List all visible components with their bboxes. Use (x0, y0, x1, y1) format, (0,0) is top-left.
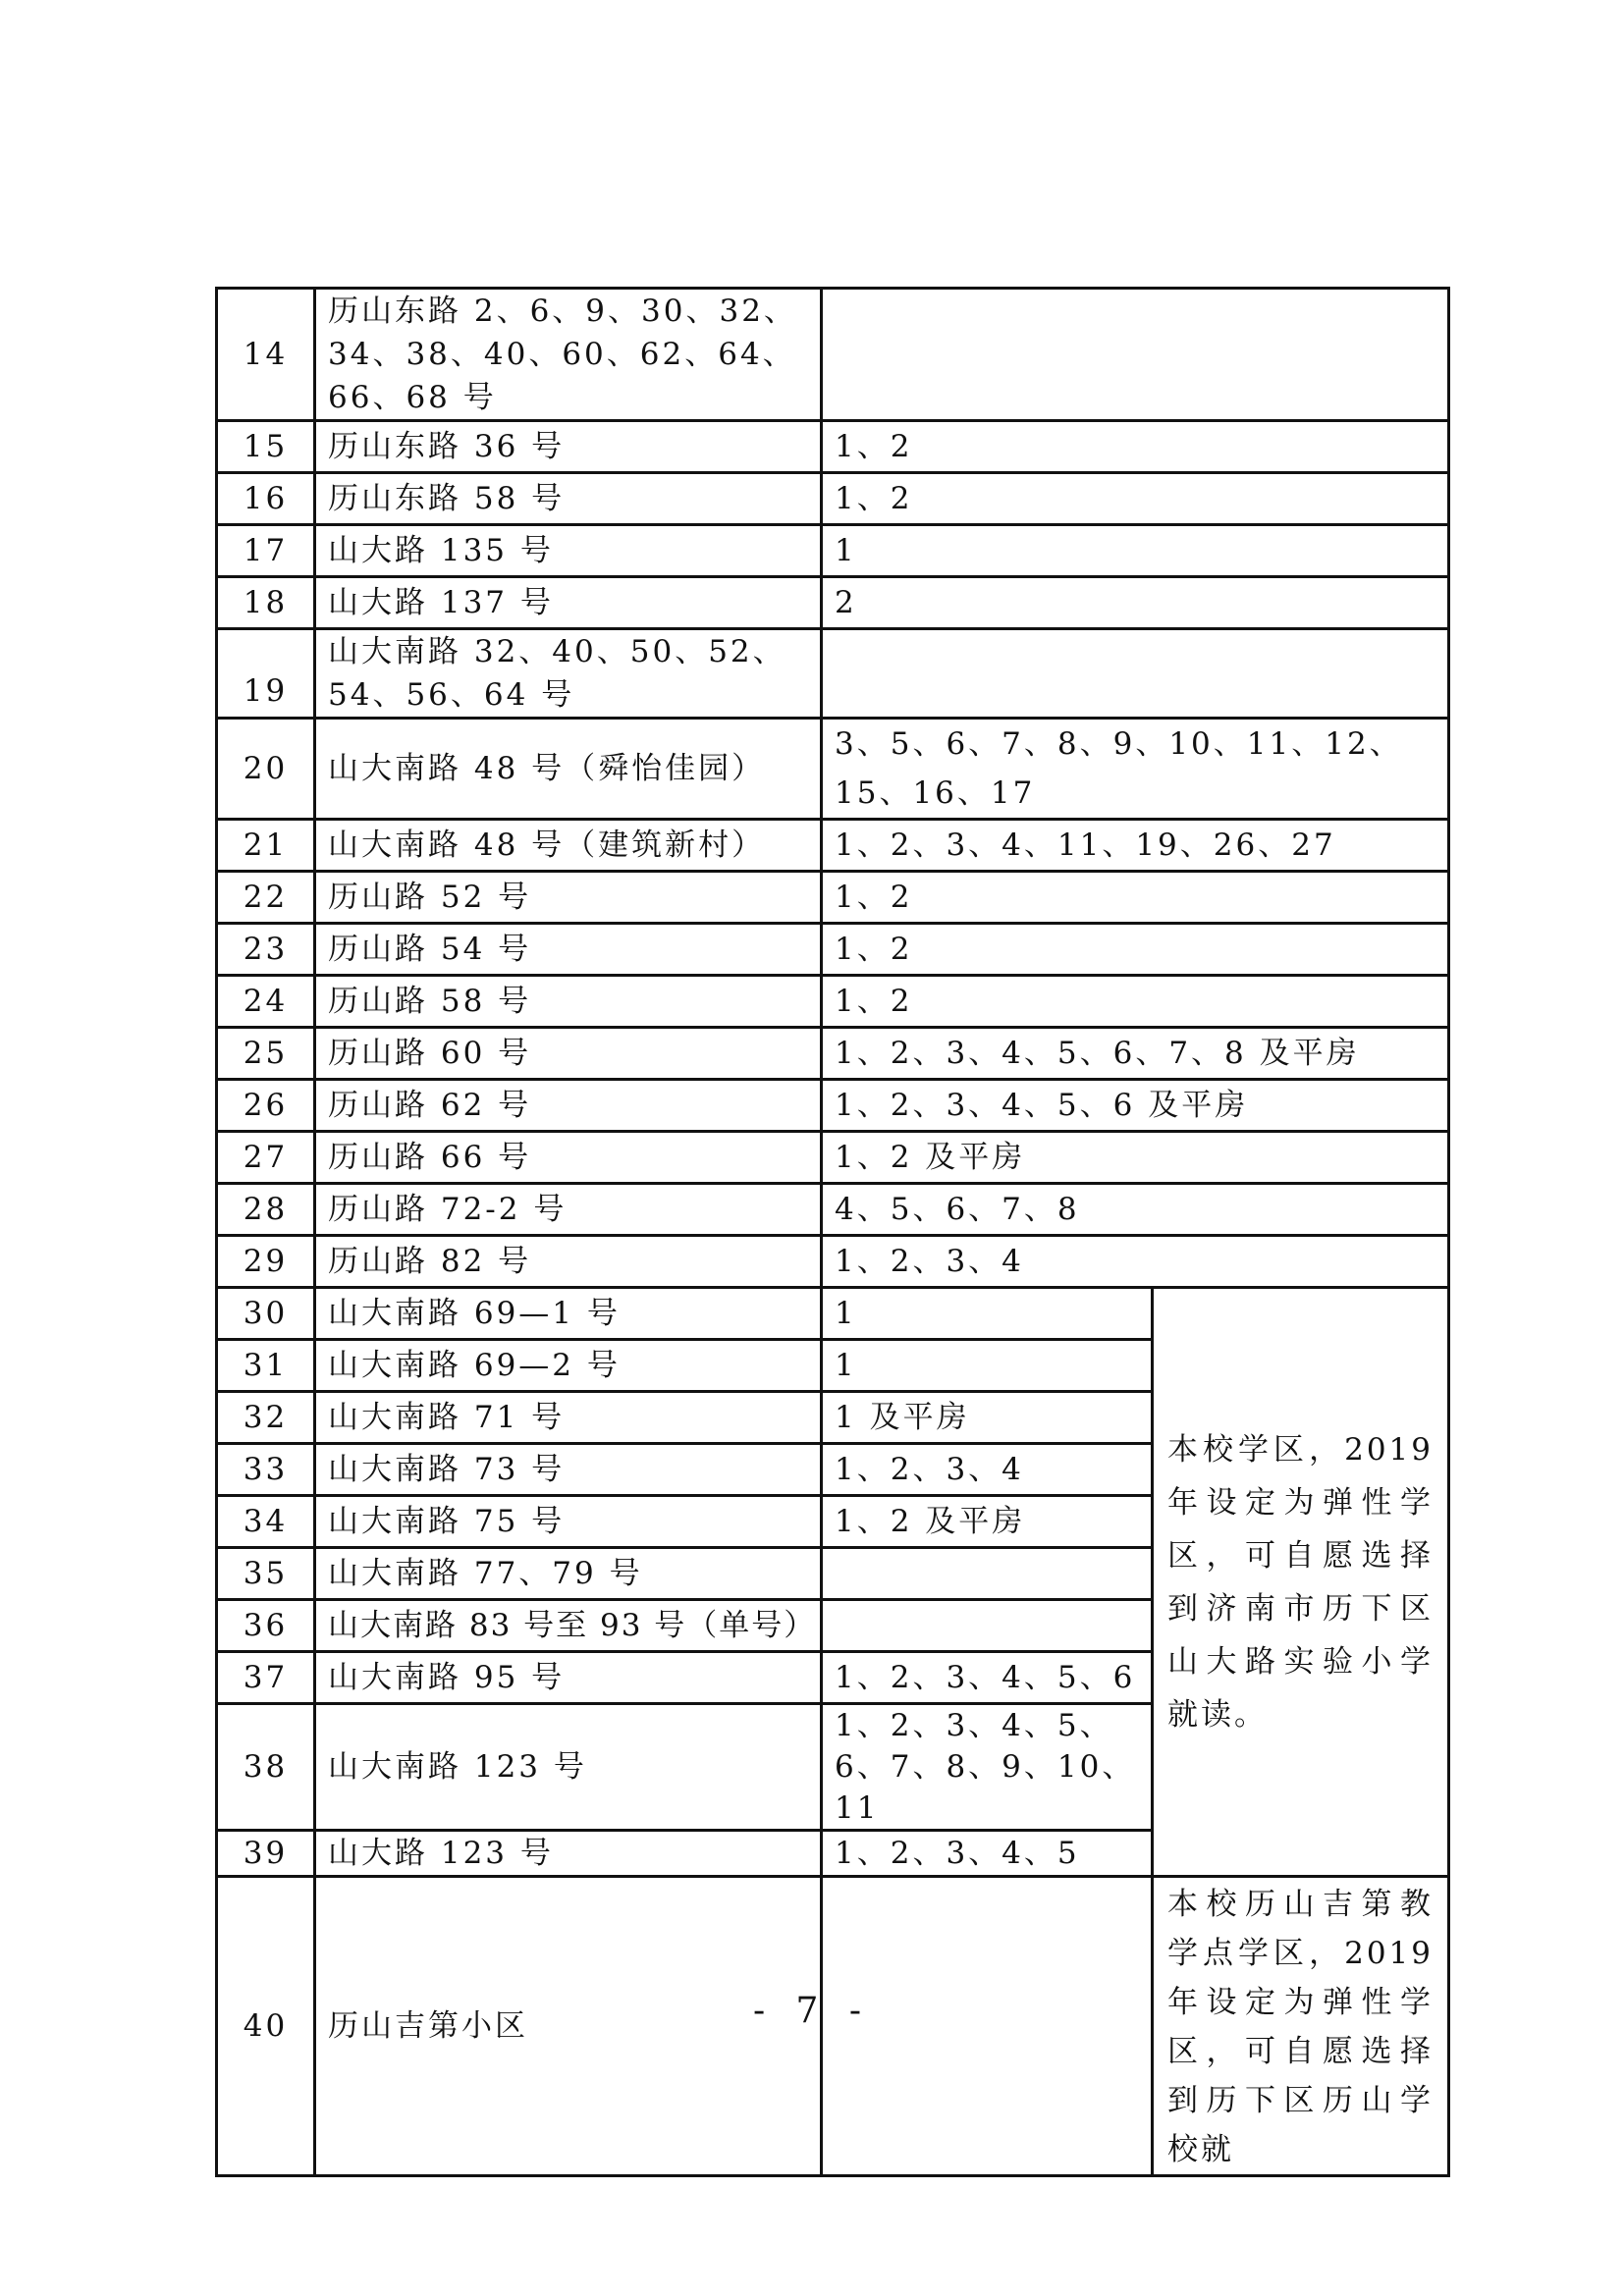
row-buildings: 1、2 及平房 (822, 1496, 1153, 1548)
table-row (217, 1236, 1449, 1288)
row-buildings: 1、2、3、4、5、6、7、8、9、10、11 (822, 1704, 1153, 1831)
table-row (217, 629, 1449, 719)
row-number: 14 (217, 289, 315, 421)
row-number: 16 (217, 473, 315, 525)
row-address: 山大南路 73 号 (315, 1444, 822, 1496)
row-number: 32 (217, 1392, 315, 1444)
elastic-zone-note: 本校学区，2019 年设定为弹性学区，可自愿选择到济南市历下区山大路实验小学就读。 (1153, 1288, 1449, 1877)
row-address: 历山东路 58 号 (315, 473, 822, 525)
row-number: 37 (217, 1652, 315, 1704)
row-address: 山大南路 69—1 号 (315, 1288, 822, 1340)
row-buildings: 1、2、3、4、11、19、26、27 (822, 820, 1449, 872)
row-number: 33 (217, 1444, 315, 1496)
row-number: 15 (217, 421, 315, 473)
row-buildings: 1 (822, 1340, 1153, 1392)
row-address: 历山东路 2、6、9、30、32、34、38、40、60、62、64、66、68 号 (315, 289, 822, 421)
row-buildings: 1、2 (822, 924, 1449, 976)
row-buildings: 1、2 (822, 872, 1449, 924)
row-number: 17 (217, 525, 315, 577)
row-address: 山大南路 48 号（建筑新村） (315, 820, 822, 872)
row-number: 25 (217, 1028, 315, 1080)
table-row (217, 820, 1449, 872)
table-row (217, 719, 1449, 820)
row-buildings: 1 (822, 1288, 1153, 1340)
row-address: 历山路 62 号 (315, 1080, 822, 1132)
row-address: 山大南路 123 号 (315, 1704, 822, 1831)
row-address: 历山路 82 号 (315, 1236, 822, 1288)
row-buildings: 1、2 (822, 976, 1449, 1028)
row-number: 26 (217, 1080, 315, 1132)
row-buildings: 1、2、3、4 (822, 1236, 1449, 1288)
row-buildings (822, 1548, 1153, 1600)
row-number: 40 (217, 1877, 315, 2176)
row-address: 历山路 72-2 号 (315, 1184, 822, 1236)
row-buildings (822, 1600, 1153, 1652)
table-row (217, 525, 1449, 577)
row-buildings: 1 (822, 525, 1449, 577)
row-buildings (822, 629, 1449, 719)
row-buildings: 4、5、6、7、8 (822, 1184, 1449, 1236)
row-number: 28 (217, 1184, 315, 1236)
row-address: 山大路 123 号 (315, 1831, 822, 1877)
row-number: 20 (217, 719, 315, 820)
table-row (217, 1132, 1449, 1184)
table-row (217, 1028, 1449, 1080)
row-number: 18 (217, 577, 315, 629)
table-row (217, 924, 1449, 976)
row-number: 21 (217, 820, 315, 872)
row-buildings: 1、2、3、4、5、6、7、8 及平房 (822, 1028, 1449, 1080)
row-buildings: 1、2、3、4、5、6 (822, 1652, 1153, 1704)
table-row (217, 1288, 1449, 1340)
row-number: 39 (217, 1831, 315, 1877)
table-row (217, 421, 1449, 473)
row-buildings: 2 (822, 577, 1449, 629)
row-address: 历山吉第小区 (315, 1877, 822, 2176)
table-row (217, 473, 1449, 525)
table-row (217, 976, 1449, 1028)
row-number: 35 (217, 1548, 315, 1600)
table-row (217, 289, 1449, 421)
row-address: 山大南路 77、79 号 (315, 1548, 822, 1600)
row-number: 19 (217, 629, 315, 719)
row-number: 38 (217, 1704, 315, 1831)
row-buildings (822, 289, 1449, 421)
catchment-table (215, 287, 1450, 2177)
row-address: 历山路 52 号 (315, 872, 822, 924)
row-buildings: 1、2、3、4、5 (822, 1831, 1153, 1877)
row-buildings: 1、2 (822, 421, 1449, 473)
row-address: 历山路 66 号 (315, 1132, 822, 1184)
row-address: 山大南路 48 号（舜怡佳园） (315, 719, 822, 820)
row-address: 山大路 137 号 (315, 577, 822, 629)
liushan-jidi-note: 本校历山吉第教学点学区，2019 年设定为弹性学区，可自愿选择到历下区历山学校就 (1153, 1877, 1449, 2176)
row-buildings: 1 及平房 (822, 1392, 1153, 1444)
table-row (217, 577, 1449, 629)
row-address: 历山路 58 号 (315, 976, 822, 1028)
row-address: 历山东路 36 号 (315, 421, 822, 473)
row-buildings: 1、2 及平房 (822, 1132, 1449, 1184)
table-row (217, 1184, 1449, 1236)
row-number: 36 (217, 1600, 315, 1652)
row-address: 山大南路 69—2 号 (315, 1340, 822, 1392)
row-number: 30 (217, 1288, 315, 1340)
table-row (217, 872, 1449, 924)
row-address: 历山路 54 号 (315, 924, 822, 976)
row-address: 山大南路 71 号 (315, 1392, 822, 1444)
page-number: - 7 - (752, 1991, 872, 2031)
row-address: 山大南路 75 号 (315, 1496, 822, 1548)
row-buildings: 1、2 (822, 473, 1449, 525)
row-number: 29 (217, 1236, 315, 1288)
row-address: 山大南路 32、40、50、52、54、56、64 号 (315, 629, 822, 719)
row-number: 34 (217, 1496, 315, 1548)
row-buildings: 3、5、6、7、8、9、10、11、12、15、16、17 (822, 719, 1449, 820)
row-address: 山大南路 83 号至 93 号（单号） (315, 1600, 822, 1652)
row-address: 历山路 60 号 (315, 1028, 822, 1080)
row-address: 山大路 135 号 (315, 525, 822, 577)
row-number: 31 (217, 1340, 315, 1392)
table-row (217, 1080, 1449, 1132)
row-number: 22 (217, 872, 315, 924)
row-address: 山大南路 95 号 (315, 1652, 822, 1704)
row-buildings: 1、2、3、4、5、6 及平房 (822, 1080, 1449, 1132)
row-number: 23 (217, 924, 315, 976)
row-number: 27 (217, 1132, 315, 1184)
row-buildings: 1、2、3、4 (822, 1444, 1153, 1496)
row-number: 24 (217, 976, 315, 1028)
